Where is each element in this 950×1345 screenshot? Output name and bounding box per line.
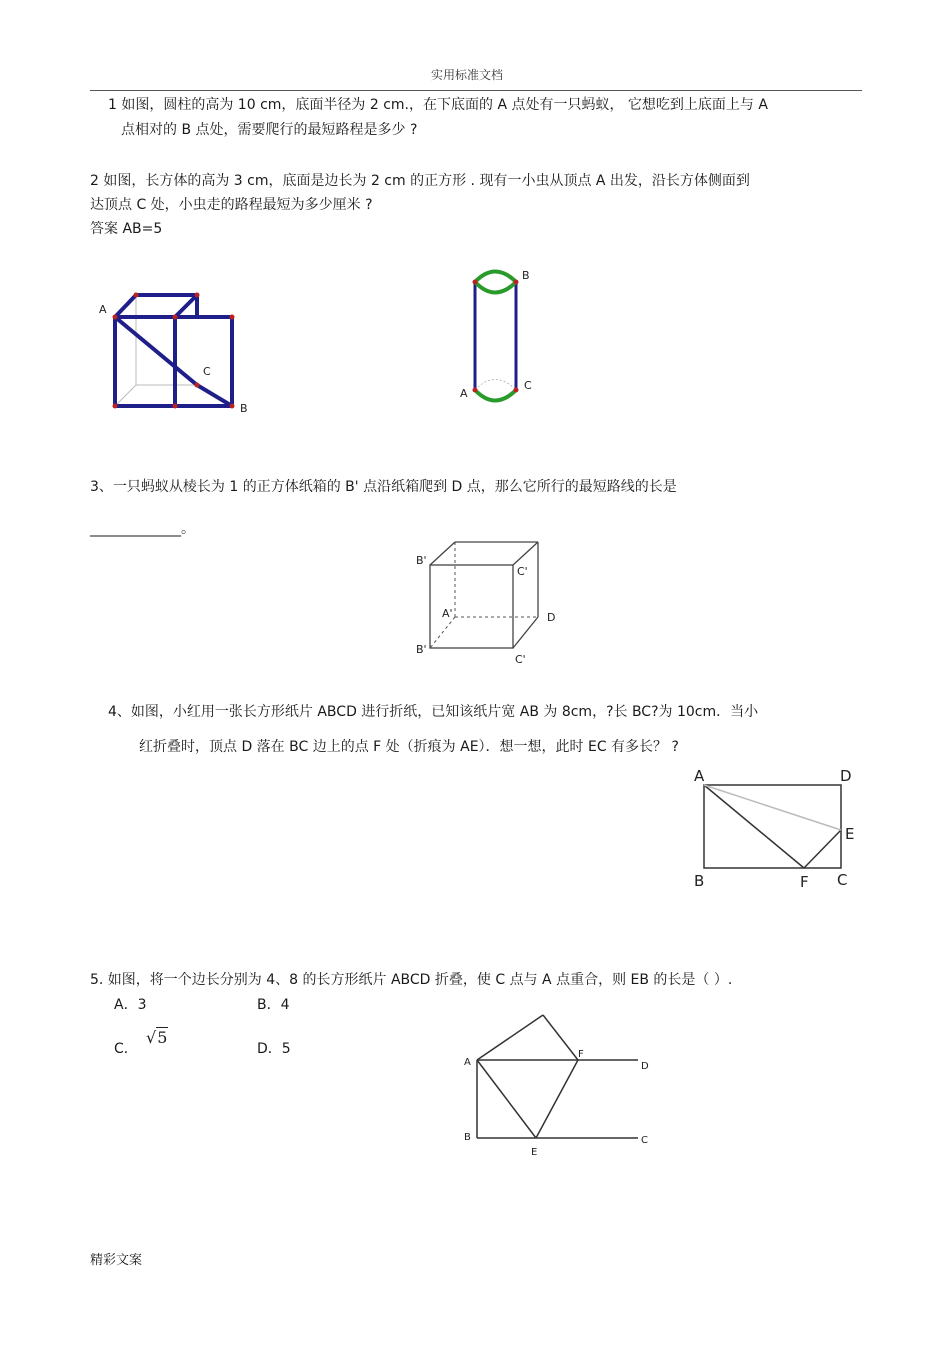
cylinder-label-a: A	[460, 387, 468, 400]
rect4-label-d: D	[840, 767, 852, 785]
rect-fold-figure	[688, 765, 863, 895]
rect5-label-d: D	[641, 1061, 649, 1072]
q5-line1: 5. 如图，将一个边长分别为 4、8 的长方形纸片 ABCD 折叠，使 C 点与 A 点重合，则 EB 的长是（ ）.	[90, 972, 733, 988]
sqrt-sign-icon: √	[146, 1028, 157, 1047]
box-label-c: C	[203, 365, 211, 378]
box-figure	[95, 285, 255, 425]
cube-figure	[410, 535, 560, 670]
cube-label-b-top: B'	[416, 554, 427, 567]
cube-label-c-top: C'	[517, 565, 528, 578]
q1-line2: 点相对的 B 点处，需要爬行的最短路程是多少 ?	[121, 122, 418, 138]
header-rule	[90, 90, 862, 91]
rect5-label-f: F	[578, 1049, 584, 1060]
q1-line1: 1 如图，圆柱的高为 10 cm，底面半径为 2 cm.，在下底面的 A 点处有一只蚂蚁， 它想吃到上底面上与 A	[108, 97, 768, 113]
cylinder-figure	[455, 265, 545, 405]
q4-line1: 4、如图，小红用一张长方形纸片 ABCD 进行折纸，已知该纸片宽 AB 为 8cm，?长 BC?为 10cm．当小	[108, 704, 759, 720]
q5-option-a: A．3	[114, 997, 147, 1013]
rect4-label-f: F	[800, 873, 809, 891]
q5-option-b: B．4	[257, 997, 290, 1013]
rect4-label-b: B	[694, 872, 705, 890]
q2-line1: 2 如图，长方体的高为 3 cm，底面是边长为 2 cm 的正方形 . 现有一小虫从顶点 A 出发，沿长方体侧面到	[90, 173, 750, 189]
q5-option-c-sqrt	[146, 1028, 168, 1047]
box-label-a: A	[99, 303, 107, 316]
rect4-label-a: A	[694, 767, 705, 785]
cube-label-b-bottom: B'	[416, 643, 427, 656]
cube-label-d: D	[547, 611, 556, 624]
cylinder-label-c: C	[524, 379, 532, 392]
rect5-label-b: B	[464, 1132, 471, 1143]
rect5-label-c: C	[641, 1135, 648, 1146]
rect4-label-e: E	[845, 825, 855, 843]
q5-option-d: D．5	[257, 1041, 291, 1057]
q5-option-c-radicand: 5	[157, 1028, 168, 1047]
folded-rect-figure	[458, 1010, 658, 1160]
cube-label-a: A'	[442, 607, 453, 620]
q4-line2: 红折叠时，顶点 D 落在 BC 边上的点 F 处（折痕为 AE）．想一想，此时 EC 有多长？ ?	[139, 739, 679, 755]
q3-blank: _____________。	[90, 521, 195, 537]
page-footer: 精彩文案	[90, 1253, 143, 1268]
cube-label-c-bottom: C'	[515, 653, 526, 666]
q5-option-c: C．	[114, 1041, 138, 1057]
box-label-b: B	[240, 402, 248, 415]
rect4-label-c: C	[837, 871, 848, 889]
q2-line2: 达顶点 C 处，小虫走的路程最短为多少厘米 ?	[90, 197, 373, 213]
q3-line1: 3、一只蚂蚁从棱长为 1 的正方体纸箱的 B' 点沿纸箱爬到 D 点，那么它所行的最短路线的长是	[90, 479, 677, 495]
rect5-label-e: E	[531, 1147, 538, 1158]
cylinder-label-b: B	[522, 269, 530, 282]
q2-answer: 答案 AB=5	[90, 221, 163, 237]
rect5-label-a: A	[464, 1057, 471, 1068]
page-header-title: 实用标准文档	[431, 68, 504, 82]
